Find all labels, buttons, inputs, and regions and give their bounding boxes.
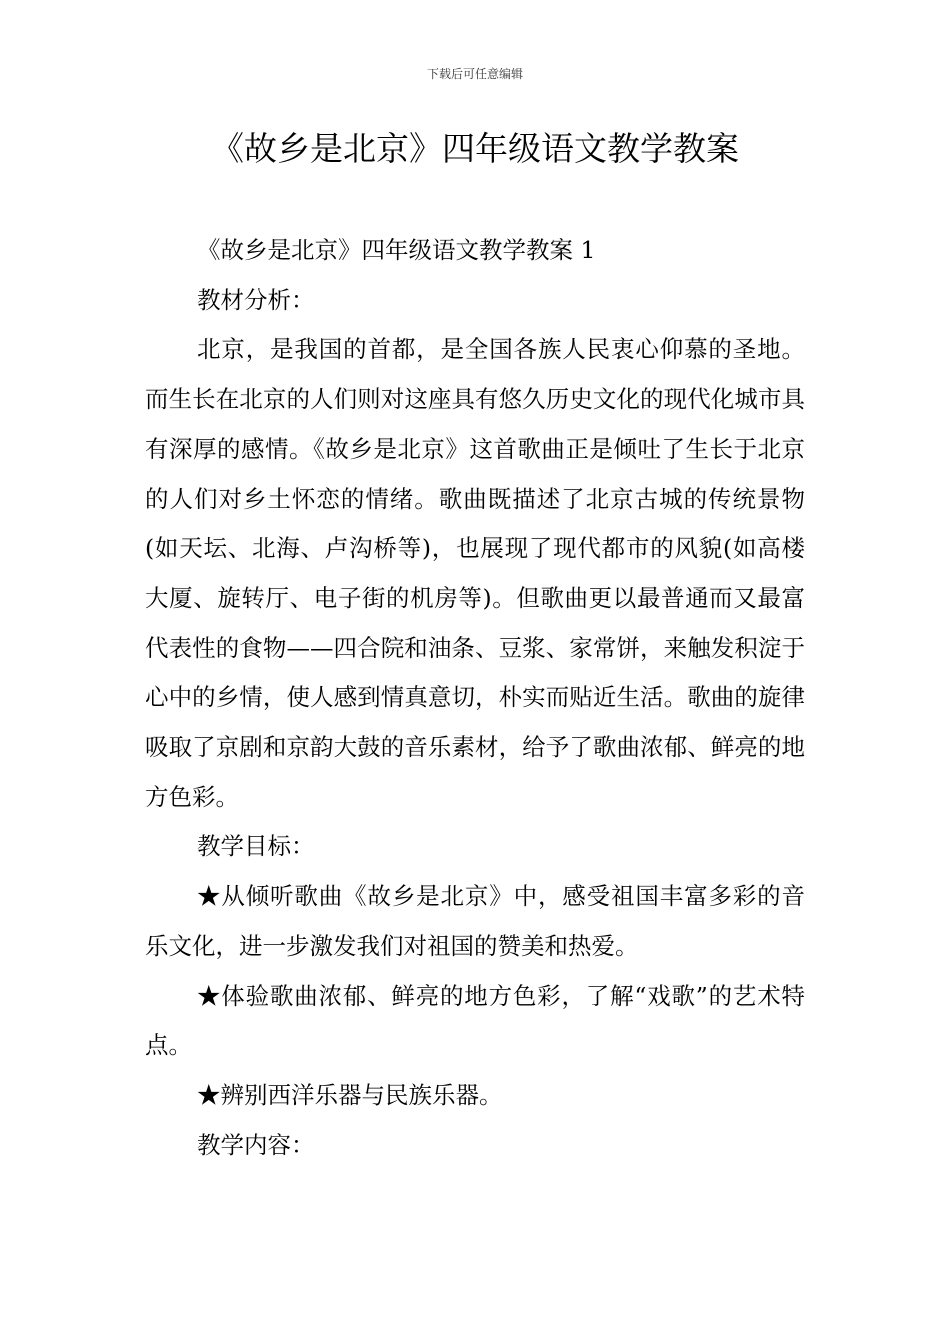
heading-material-analysis: 教材分析： — [197, 285, 315, 314]
document-title: 《故乡是北京》四年级语文教学教案 — [211, 129, 739, 168]
paragraph-material-analysis: 北京，是我国的首都，是全国各族人民衷心仰慕的圣地。而生长在北京的人们则对这座具有悠久历史文化的现代化城市具有深厚的感情。《故乡是北京》这首歌曲正是倾吐了生长于北京的人们对乡土怀恋的情绪。歌曲既描述了北京古城的传统景物(如天坛、北海、卢沟桥等)，也展现了现代都市的风貌(如高楼大厦、旋转厅、电子街的机房等)。但歌曲更以最普通而又最富代表性的食物——四合院和油条、豆浆、家常饼，来触发积淀于心中的乡情，使人感到情真意切，朴实而贴近生活。歌曲的旋律吸取了京剧和京韵大鼓的音乐素材，给予了歌曲浓郁、鲜亮的地方色彩。 — [145, 335, 805, 811]
heading-teaching-content: 教学内容： — [197, 1130, 315, 1159]
goal-item-1: ★从倾听歌曲《故乡是北京》中，感受祖国丰富多彩的音乐文化，进一步激发我们对祖国的赞美和热爱。 — [145, 882, 805, 960]
goal-item-3: ★辨别西洋乐器与民族乐器。 — [197, 1080, 503, 1109]
heading-teaching-goals: 教学目标： — [197, 832, 315, 861]
section-heading-lesson-1: 《故乡是北京》四年级语文教学教案 1 — [197, 236, 596, 264]
goal-item-2: ★体验歌曲浓郁、鲜亮的地方色彩，了解“戏歌”的艺术特点。 — [145, 981, 805, 1060]
document-body — [145, 226, 805, 1170]
page-header-note: 下载后可任意编辑 — [426, 67, 523, 81]
